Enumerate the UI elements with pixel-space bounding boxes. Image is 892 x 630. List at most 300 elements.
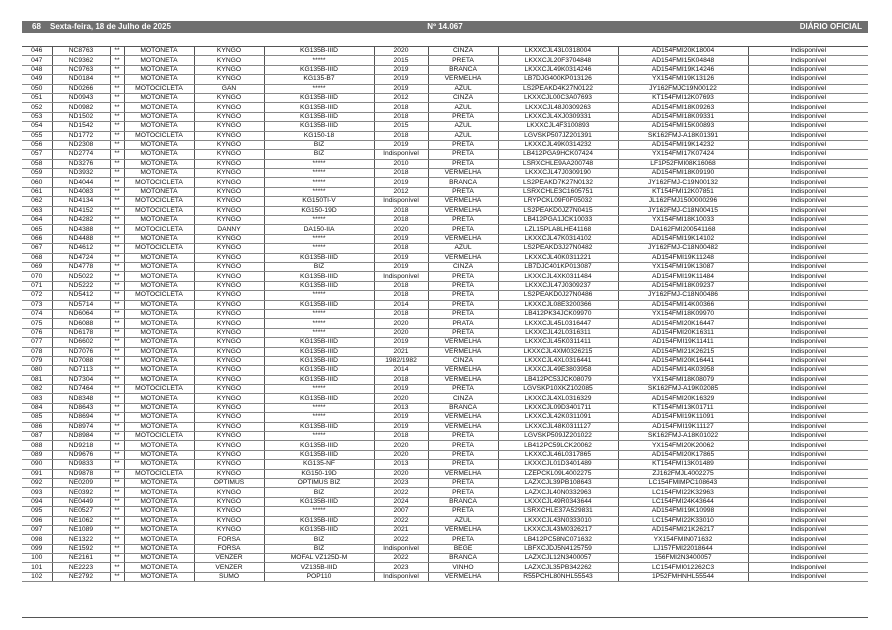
- status-cell: Indisponível: [748, 497, 868, 506]
- color-cell: PRETA: [428, 385, 498, 394]
- status-cell: Indisponível: [748, 309, 868, 318]
- vehicle-type-cell: MOTONETA: [124, 516, 194, 525]
- row-index-cell: 066: [22, 234, 52, 243]
- table-row: [22, 206, 868, 215]
- status-cell: Indisponível: [748, 103, 868, 112]
- year-cell: 2019: [374, 262, 428, 271]
- row-index-cell: 091: [22, 469, 52, 478]
- chassis-cell: LKXXCJL08E3200366: [498, 300, 618, 309]
- year-cell: 2020: [374, 394, 428, 403]
- engine-number-cell: JY162FMJ-C18N00415: [618, 206, 748, 215]
- chassis-cell: LKXXCJL4XK0311484: [498, 272, 618, 281]
- status-cell: Indisponível: [748, 150, 868, 159]
- row-index-cell: 076: [22, 328, 52, 337]
- year-cell: 2019: [374, 65, 428, 74]
- color-cell: PRETA: [428, 478, 498, 487]
- status-cell: Indisponível: [748, 422, 868, 431]
- plate-cell: ND3932: [52, 169, 110, 178]
- year-cell: 2019: [374, 178, 428, 187]
- model-cell: *****: [264, 432, 374, 441]
- color-cell: PRETA: [428, 187, 498, 196]
- model-cell: KG135B-IIID: [264, 450, 374, 459]
- year-cell: 2023: [374, 478, 428, 487]
- row-index-cell: 047: [22, 56, 52, 65]
- model-cell: DA150-IIA: [264, 225, 374, 234]
- brand-cell: KYNGO: [194, 403, 264, 412]
- chassis-cell: LKXXCJL40K0311221: [498, 253, 618, 262]
- plate-cell: ND9833: [52, 460, 110, 469]
- plate-cell: ND8643: [52, 403, 110, 412]
- plate-cell: ND4388: [52, 225, 110, 234]
- model-cell: *****: [264, 385, 374, 394]
- brand-cell: KYNGO: [194, 516, 264, 525]
- brand-cell: KYNGO: [194, 56, 264, 65]
- brand-cell: KYNGO: [194, 112, 264, 121]
- brand-cell: KYNGO: [194, 253, 264, 262]
- status-cell: Indisponível: [748, 507, 868, 516]
- brand-cell: KYNGO: [194, 385, 264, 394]
- status-cell: Indisponível: [748, 300, 868, 309]
- chassis-cell: LAZXCJL39PB108643: [498, 478, 618, 487]
- color-cell: PRETA: [428, 300, 498, 309]
- row-index-cell: 079: [22, 356, 52, 365]
- year-cell: 2013: [374, 460, 428, 469]
- chassis-cell: LB412PGA9HCK07424: [498, 150, 618, 159]
- chassis-cell: LKXXCJL49K0314246: [498, 65, 618, 74]
- color-cell: PRETA: [428, 56, 498, 65]
- table-row: [22, 122, 868, 131]
- row-index-cell: 085: [22, 413, 52, 422]
- table-row: [22, 169, 868, 178]
- table-row: [22, 328, 868, 337]
- row-index-cell: 059: [22, 169, 52, 178]
- row-index-cell: 070: [22, 272, 52, 281]
- color-cell: AZUL: [428, 131, 498, 140]
- status-cell: Indisponível: [748, 281, 868, 290]
- chassis-cell: LSRXCHLE3C1605751: [498, 187, 618, 196]
- plate-cell: NE0209: [52, 478, 110, 487]
- engine-number-cell: YX154FMI18K09970: [618, 309, 748, 318]
- table-row: [22, 432, 868, 441]
- year-cell: 2020: [374, 469, 428, 478]
- engine-number-cell: AD154FMI20K16441: [618, 356, 748, 365]
- vehicle-type-cell: MOTONETA: [124, 450, 194, 459]
- table-row: [22, 253, 868, 262]
- row-index-cell: 089: [22, 450, 52, 459]
- year-cell: 2018: [374, 103, 428, 112]
- brand-cell: KYNGO: [194, 507, 264, 516]
- brand-cell: KYNGO: [194, 272, 264, 281]
- chassis-cell: LKXXCJL48J0309263: [498, 103, 618, 112]
- mark-cell: **: [110, 497, 124, 506]
- plate-cell: ND9676: [52, 450, 110, 459]
- vehicle-type-cell: MOTONETA: [124, 319, 194, 328]
- status-cell: Indisponível: [748, 187, 868, 196]
- status-cell: Indisponível: [748, 65, 868, 74]
- row-index-cell: 048: [22, 65, 52, 74]
- engine-number-cell: SK162FMJ-A18K01391: [618, 131, 748, 140]
- row-index-cell: 046: [22, 47, 52, 56]
- model-cell: OPTIMUS BIZ: [264, 478, 374, 487]
- status-cell: Indisponível: [748, 234, 868, 243]
- row-index-cell: 054: [22, 122, 52, 131]
- vehicle-type-cell: MOTONETA: [124, 169, 194, 178]
- table-row: [22, 244, 868, 253]
- year-cell: 2018: [374, 375, 428, 384]
- issue-number: Nº 14.067: [427, 22, 463, 31]
- table-row: [22, 93, 868, 102]
- table-row: [22, 535, 868, 544]
- color-cell: VERMELHA: [428, 253, 498, 262]
- mark-cell: **: [110, 488, 124, 497]
- status-cell: Indisponível: [748, 328, 868, 337]
- brand-cell: KYNGO: [194, 469, 264, 478]
- mark-cell: **: [110, 347, 124, 356]
- vehicle-type-cell: MOTONETA: [124, 328, 194, 337]
- table-row: [22, 403, 868, 412]
- chassis-cell: LKXXCJL43N0333010: [498, 516, 618, 525]
- mark-cell: **: [110, 422, 124, 431]
- plate-cell: ND4612: [52, 244, 110, 253]
- model-cell: KG135B-IIID: [264, 47, 374, 56]
- status-cell: Indisponível: [748, 488, 868, 497]
- status-cell: Indisponível: [748, 441, 868, 450]
- table-row: [22, 159, 868, 168]
- chassis-cell: LKXXCJL42L0316311: [498, 328, 618, 337]
- row-index-cell: 053: [22, 112, 52, 121]
- model-cell: *****: [264, 291, 374, 300]
- model-cell: BIZ: [264, 488, 374, 497]
- engine-number-cell: ZJ162FMJL4002275: [618, 469, 748, 478]
- mark-cell: **: [110, 535, 124, 544]
- vehicle-type-cell: MOTONETA: [124, 488, 194, 497]
- engine-number-cell: KT154FMI13K01489: [618, 460, 748, 469]
- table-row: [22, 300, 868, 309]
- table-row: [22, 385, 868, 394]
- brand-cell: KYNGO: [194, 169, 264, 178]
- chassis-cell: LKXXCJL4XJ0309331: [498, 112, 618, 121]
- table-row: [22, 178, 868, 187]
- year-cell: Indisponível: [374, 272, 428, 281]
- engine-number-cell: AD154FMI19K14246: [618, 65, 748, 74]
- row-index-cell: 102: [22, 572, 52, 581]
- vehicle-type-cell: MOTONETA: [124, 413, 194, 422]
- row-index-cell: 100: [22, 554, 52, 563]
- chassis-cell: LKXXCJL00C3A07693: [498, 93, 618, 102]
- vehicle-type-cell: MOTOCICLETA: [124, 385, 194, 394]
- chassis-cell: LAZXCJL35PB342262: [498, 563, 618, 572]
- chassis-cell: LGVSKP509JZ201022: [498, 432, 618, 441]
- table-row: [22, 356, 868, 365]
- table-row: [22, 516, 868, 525]
- year-cell: 2020: [374, 225, 428, 234]
- engine-number-cell: LC154FMI22K32963: [618, 488, 748, 497]
- year-cell: 2019: [374, 84, 428, 93]
- plate-cell: ND8348: [52, 394, 110, 403]
- table-row: [22, 103, 868, 112]
- table-row: [22, 469, 868, 478]
- plate-cell: NE1592: [52, 544, 110, 553]
- engine-number-cell: AD154FMI15K00893: [618, 122, 748, 131]
- year-cell: 2007: [374, 507, 428, 516]
- vehicle-type-cell: MOTONETA: [124, 300, 194, 309]
- status-cell: Indisponível: [748, 554, 868, 563]
- plate-cell: ND5222: [52, 281, 110, 290]
- table-row: [22, 375, 868, 384]
- mark-cell: **: [110, 131, 124, 140]
- status-cell: Indisponível: [748, 338, 868, 347]
- row-index-cell: 090: [22, 460, 52, 469]
- vehicle-type-cell: MOTONETA: [124, 441, 194, 450]
- plate-cell: ND4044: [52, 178, 110, 187]
- model-cell: *****: [264, 159, 374, 168]
- chassis-cell: LKXXCJL48K0311127: [498, 422, 618, 431]
- table-row: [22, 525, 868, 534]
- row-index-cell: 061: [22, 187, 52, 196]
- table-row: [22, 281, 868, 290]
- engine-number-cell: AD154FMI19K11411: [618, 338, 748, 347]
- chassis-cell: LS2PEAKD7K27N0132: [498, 178, 618, 187]
- vehicle-type-cell: MOTONETA: [124, 356, 194, 365]
- color-cell: VERMELHA: [428, 525, 498, 534]
- row-index-cell: 075: [22, 319, 52, 328]
- brand-cell: KYNGO: [194, 131, 264, 140]
- status-cell: Indisponível: [748, 253, 868, 262]
- vehicle-type-cell: MOTONETA: [124, 544, 194, 553]
- brand-cell: KYNGO: [194, 497, 264, 506]
- brand-cell: KYNGO: [194, 140, 264, 149]
- table-row: [22, 187, 868, 196]
- model-cell: KG150-19D: [264, 206, 374, 215]
- row-index-cell: 057: [22, 150, 52, 159]
- chassis-cell: LKXXCJL47J0309190: [498, 169, 618, 178]
- brand-cell: KYNGO: [194, 525, 264, 534]
- vehicle-type-cell: MOTONETA: [124, 403, 194, 412]
- publication-title: DIÁRIO OFICIAL: [799, 22, 862, 31]
- engine-number-cell: LC154FMIMPC108643: [618, 478, 748, 487]
- vehicle-table: [22, 46, 868, 582]
- engine-number-cell: JY162FMJ-C18N00486: [618, 291, 748, 300]
- color-cell: BRANCA: [428, 497, 498, 506]
- mark-cell: **: [110, 375, 124, 384]
- row-index-cell: 069: [22, 262, 52, 271]
- vehicle-type-cell: MOTOCICLETA: [124, 469, 194, 478]
- plate-cell: NE1322: [52, 535, 110, 544]
- vehicle-type-cell: MOTONETA: [124, 140, 194, 149]
- mark-cell: **: [110, 47, 124, 56]
- mark-cell: **: [110, 93, 124, 102]
- mark-cell: **: [110, 450, 124, 459]
- chassis-cell: LKXXCJL47J0309237: [498, 281, 618, 290]
- row-index-cell: 096: [22, 516, 52, 525]
- model-cell: *****: [264, 234, 374, 243]
- brand-cell: KYNGO: [194, 488, 264, 497]
- engine-number-cell: LJ157FMI22018644: [618, 544, 748, 553]
- color-cell: PRETA: [428, 112, 498, 121]
- model-cell: *****: [264, 169, 374, 178]
- plate-cell: ND8984: [52, 432, 110, 441]
- chassis-cell: LKXXCJL43M0326217: [498, 525, 618, 534]
- engine-number-cell: SK162FMJ-A19K02085: [618, 385, 748, 394]
- mark-cell: **: [110, 169, 124, 178]
- brand-cell: KYNGO: [194, 93, 264, 102]
- year-cell: 2021: [374, 525, 428, 534]
- table-row: [22, 572, 868, 581]
- color-cell: VERMELHA: [428, 572, 498, 581]
- plate-cell: ND0266: [52, 84, 110, 93]
- engine-number-cell: AD154FMI20K17865: [618, 450, 748, 459]
- mark-cell: **: [110, 206, 124, 215]
- table-row: [22, 262, 868, 271]
- row-index-cell: 082: [22, 385, 52, 394]
- model-cell: MOFAL VZ125D-M: [264, 554, 374, 563]
- plate-cell: NC8763: [52, 47, 110, 56]
- table-row: [22, 394, 868, 403]
- engine-number-cell: AD154FMI18K09263: [618, 103, 748, 112]
- chassis-cell: LKXXCJL45K0311411: [498, 338, 618, 347]
- color-cell: CINZA: [428, 394, 498, 403]
- model-cell: KG135B-IIID: [264, 272, 374, 281]
- vehicle-type-cell: MOTONETA: [124, 47, 194, 56]
- table-row: [22, 422, 868, 431]
- color-cell: PRATA: [428, 319, 498, 328]
- plate-cell: ND6602: [52, 338, 110, 347]
- mark-cell: **: [110, 516, 124, 525]
- chassis-cell: LB412PGA1JCK10033: [498, 216, 618, 225]
- row-index-cell: 094: [22, 497, 52, 506]
- color-cell: PRETA: [428, 460, 498, 469]
- engine-number-cell: YX154FMI18K08079: [618, 375, 748, 384]
- status-cell: Indisponível: [748, 169, 868, 178]
- plate-cell: ND6064: [52, 309, 110, 318]
- chassis-cell: LS2PEAKD3J27N0482: [498, 244, 618, 253]
- engine-number-cell: AD154FMI19K10998: [618, 507, 748, 516]
- engine-number-cell: 156FMI2N3400057: [618, 554, 748, 563]
- color-cell: VINHO: [428, 563, 498, 572]
- model-cell: KG135B-IIID: [264, 112, 374, 121]
- chassis-cell: LKXXCJL4XL0316329: [498, 394, 618, 403]
- plate-cell: ND7113: [52, 366, 110, 375]
- plate-cell: ND0184: [52, 75, 110, 84]
- brand-cell: KYNGO: [194, 319, 264, 328]
- vehicle-type-cell: MOTOCICLETA: [124, 225, 194, 234]
- color-cell: BRANCA: [428, 554, 498, 563]
- color-cell: BRANCA: [428, 178, 498, 187]
- vehicle-type-cell: MOTONETA: [124, 262, 194, 271]
- chassis-cell: LB412PC59LCK20062: [498, 441, 618, 450]
- chassis-cell: LZEPCKL09L4002275: [498, 469, 618, 478]
- plate-cell: ND1772: [52, 131, 110, 140]
- status-cell: Indisponível: [748, 112, 868, 121]
- model-cell: KG135B-IIID: [264, 366, 374, 375]
- engine-number-cell: YX154FMIN071632: [618, 535, 748, 544]
- engine-number-cell: JY162FMJ-C18N00482: [618, 244, 748, 253]
- model-cell: KG135B-IIID: [264, 253, 374, 262]
- chassis-cell: LGVSKP507JZ201391: [498, 131, 618, 140]
- plate-cell: ND5412: [52, 291, 110, 300]
- color-cell: AZUL: [428, 103, 498, 112]
- year-cell: 2020: [374, 328, 428, 337]
- model-cell: KG135-NF: [264, 460, 374, 469]
- table-row: [22, 544, 868, 553]
- table-row: [22, 225, 868, 234]
- row-index-cell: 077: [22, 338, 52, 347]
- engine-number-cell: AD154FMI19K11484: [618, 272, 748, 281]
- engine-number-cell: YX154FMI20K20062: [618, 441, 748, 450]
- mark-cell: **: [110, 103, 124, 112]
- color-cell: VERMELHA: [428, 75, 498, 84]
- color-cell: PRETA: [428, 328, 498, 337]
- mark-cell: **: [110, 338, 124, 347]
- mark-cell: **: [110, 478, 124, 487]
- color-cell: CINZA: [428, 93, 498, 102]
- brand-cell: OPTIMUS: [194, 478, 264, 487]
- brand-cell: KYNGO: [194, 366, 264, 375]
- status-cell: Indisponível: [748, 206, 868, 215]
- vehicle-type-cell: MOTOCICLETA: [124, 84, 194, 93]
- model-cell: BIZ: [264, 150, 374, 159]
- row-index-cell: 067: [22, 244, 52, 253]
- vehicle-type-cell: MOTONETA: [124, 507, 194, 516]
- brand-cell: FORSA: [194, 535, 264, 544]
- table-row: [22, 65, 868, 74]
- brand-cell: KYNGO: [194, 356, 264, 365]
- status-cell: Indisponível: [748, 375, 868, 384]
- status-cell: Indisponível: [748, 159, 868, 168]
- table-row: [22, 563, 868, 572]
- status-cell: Indisponível: [748, 394, 868, 403]
- vehicle-type-cell: MOTONETA: [124, 563, 194, 572]
- chassis-cell: LAZXCJL40N0332963: [498, 488, 618, 497]
- mark-cell: **: [110, 112, 124, 121]
- vehicle-type-cell: MOTONETA: [124, 272, 194, 281]
- chassis-cell: LSRXCHLE9AA200748: [498, 159, 618, 168]
- chassis-cell: LKXXCJL4XL0316441: [498, 356, 618, 365]
- plate-cell: ND5714: [52, 300, 110, 309]
- chassis-cell: LSRXCHLE37A529831: [498, 507, 618, 516]
- color-cell: BRANCA: [428, 65, 498, 74]
- model-cell: KG135B-IIID: [264, 347, 374, 356]
- mark-cell: **: [110, 272, 124, 281]
- status-cell: Indisponível: [748, 478, 868, 487]
- brand-cell: VENZER: [194, 554, 264, 563]
- table-row: [22, 478, 868, 487]
- model-cell: BIZ: [264, 140, 374, 149]
- brand-cell: KYNGO: [194, 281, 264, 290]
- year-cell: 2020: [374, 450, 428, 459]
- color-cell: PRETA: [428, 488, 498, 497]
- color-cell: VERMELHA: [428, 206, 498, 215]
- brand-cell: KYNGO: [194, 244, 264, 253]
- year-cell: 2019: [374, 253, 428, 262]
- brand-cell: KYNGO: [194, 375, 264, 384]
- table-row: [22, 450, 868, 459]
- status-cell: Indisponível: [748, 563, 868, 572]
- status-cell: Indisponível: [748, 47, 868, 56]
- year-cell: 2019: [374, 413, 428, 422]
- year-cell: 2022: [374, 488, 428, 497]
- chassis-cell: LGVSKP10XKZ102085: [498, 385, 618, 394]
- mark-cell: **: [110, 403, 124, 412]
- brand-cell: KYNGO: [194, 122, 264, 131]
- model-cell: *****: [264, 403, 374, 412]
- row-index-cell: 088: [22, 441, 52, 450]
- engine-number-cell: YX154FMI17K07424: [618, 150, 748, 159]
- brand-cell: KYNGO: [194, 197, 264, 206]
- brand-cell: KYNGO: [194, 159, 264, 168]
- brand-cell: KYNGO: [194, 206, 264, 215]
- brand-cell: KYNGO: [194, 300, 264, 309]
